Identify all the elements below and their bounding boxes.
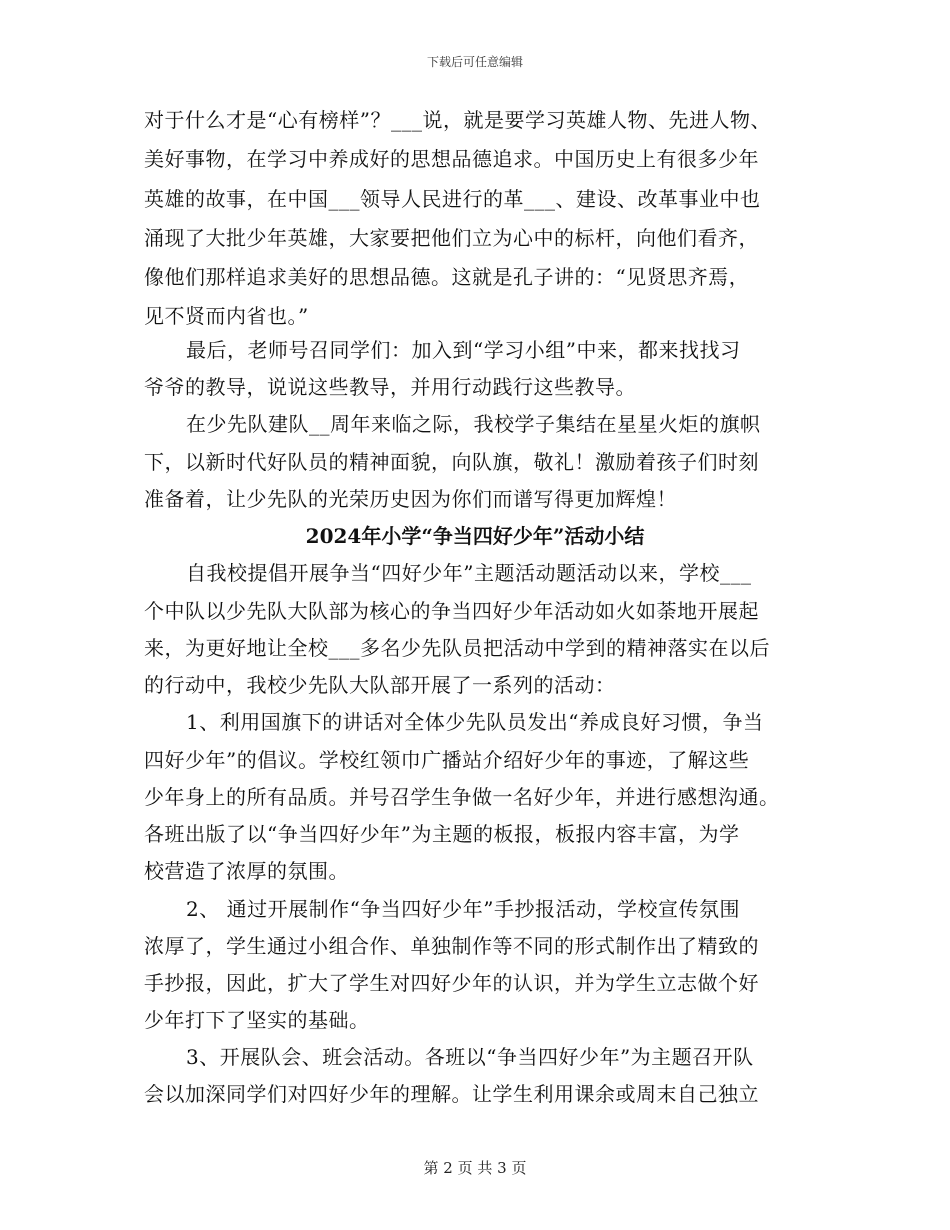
body-line: 涌现了大批少年英雄，大家要把他们立为心中的标杆，向他们看齐， bbox=[144, 226, 759, 250]
body-line: 英雄的故事，在中国___领导人民进行的革___、建设、改革事业中也 bbox=[144, 187, 761, 211]
body-line: 对于什么才是“心有榜样”？___说，就是要学习英雄人物、先进人物、 bbox=[144, 108, 771, 132]
body-line: 手抄报，因此，扩大了学生对四好少年的认识，并为学生立志做个好 bbox=[144, 971, 759, 995]
body-line: 少年身上的所有品质。并号召学生争做一名好少年，并进行感想沟通。 bbox=[144, 785, 780, 809]
section-title: 2024年小学“争当四好少年”活动小结 bbox=[305, 524, 645, 548]
body-line: 各班出版了以“争当四好少年”为主题的板报，板报内容丰富，为学 bbox=[144, 822, 740, 846]
body-line: 自我校提倡开展争当“四好少年”主题活动题活动以来，学校___ bbox=[186, 561, 752, 585]
body-line: 在少先队建队__周年来临之际，我校学子集结在星星火炬的旗帜 bbox=[186, 412, 761, 436]
body-line: 2、 通过开展制作“争当四好少年”手抄报活动，学校宣传氛围 bbox=[186, 897, 741, 921]
body-line: 最后，老师号召同学们：加入到“学习小组”中来，都来找找习 bbox=[186, 338, 741, 362]
body-line: 见不贤而内省也。” bbox=[144, 304, 309, 328]
body-line: 个中队以少先队大队部为核心的争当四好少年活动如火如荼地开展起 bbox=[144, 599, 759, 623]
body-line: 美好事物，在学习中养成好的思想品德追求。中国历史上有很多少年 bbox=[144, 147, 759, 171]
body-line: 校营造了浓厚的氛围。 bbox=[144, 859, 349, 883]
body-line: 3、开展队会、班会活动。各班以“争当四好少年”为主题召开队 bbox=[186, 1045, 754, 1069]
body-line: 的行动中，我校少先队大队部开展了一系列的活动： bbox=[144, 673, 616, 697]
page-header-note: 下载后可任意编辑 bbox=[426, 55, 523, 69]
body-line: 四好少年”的倡议。学校红领巾广播站介绍好少年的事迹，了解这些 bbox=[144, 748, 750, 772]
body-line: 下，以新时代好队员的精神面貌，向队旗，敬礼！激励着孩子们时刻 bbox=[144, 450, 759, 474]
body-line: 准备着，让少先队的光荣历史因为你们而谱写得更加辉煌！ bbox=[144, 487, 677, 511]
body-line: 爷爷的教导，说说这些教导，并用行动践行这些教导。 bbox=[144, 375, 636, 399]
body-line: 会以加深同学们对四好少年的理解。让学生利用课余或周末自己独立 bbox=[144, 1082, 759, 1106]
body-line: 少年打下了坚实的基础。 bbox=[144, 1008, 370, 1032]
body-line: 来，为更好地让全校___多名少先队员把活动中学到的精神落实在以后 bbox=[144, 636, 770, 660]
body-line: 1、利用国旗下的讲话对全体少先队员发出“养成良好习惯，争当 bbox=[186, 710, 764, 734]
body-line: 浓厚了，学生通过小组合作、单独制作等不同的形式制作出了精致的 bbox=[144, 934, 759, 958]
page-number: 第 2 页 共 3 页 bbox=[423, 1159, 527, 1177]
body-line: 像他们那样追求美好的思想品德。这就是孔子讲的：“见贤思齐焉， bbox=[144, 265, 750, 289]
